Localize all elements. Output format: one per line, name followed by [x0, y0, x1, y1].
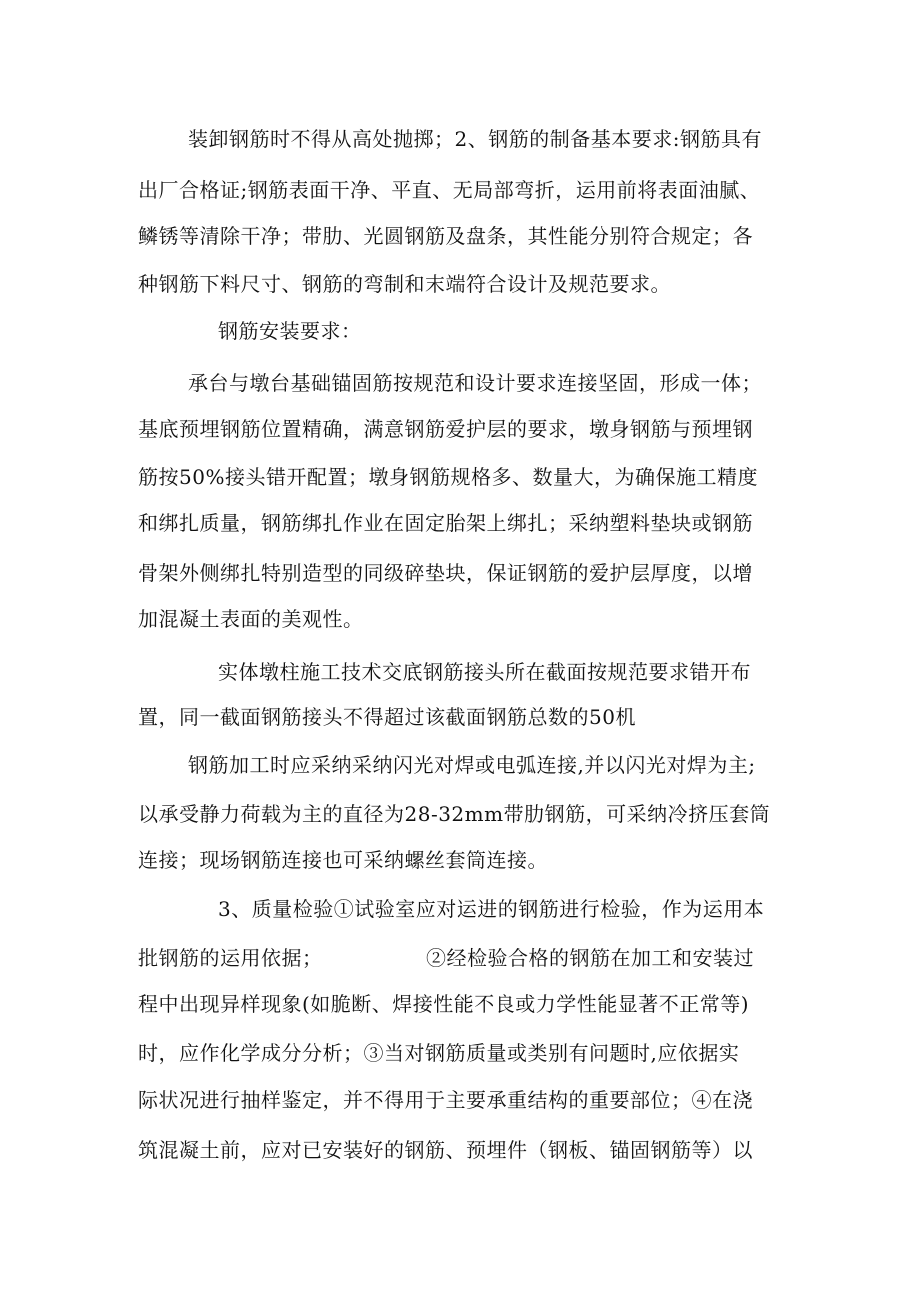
paragraph-1-line-3: 鳞锈等清除干净；带肋、光圆钢筋及盘条，其性能分别符合规定；各: [138, 224, 753, 248]
paragraph-5-line-6: 筑混凝土前，应对已安装好的钢筋、预埋件（钢板、锚固钢筋等）以: [138, 1138, 753, 1162]
paragraph-2-line-2: 基底预埋钢筋位置精确，满意钢筋爱护层的要求，墩身钢筋与预埋钢: [138, 417, 753, 441]
paragraph-2-line-3: 筋按50%接头错开配置；墩身钢筋规格多、数量大，为确保施工精度: [138, 465, 758, 489]
paragraph-3-line-2: 置，同一截面钢筋接头不得超过该截面钢筋总数的50机: [138, 705, 636, 729]
paragraph-1-line-4: 种钢筋下料尺寸、钢筋的弯制和末端符合设计及规范要求。: [138, 272, 671, 296]
paragraph-4-line-1: 钢筋加工时应采纳采纳闪光对焊或电弧连接,并以闪光对焊为主;: [188, 753, 756, 777]
section-heading-install: 钢筋安装要求：: [218, 319, 362, 343]
paragraph-2-line-1: 承台与墩台基础锚固筋按规范和设计要求连接坚固，形成一体；: [188, 371, 762, 395]
paragraph-2-line-6: 加混凝土表面的美观性。: [138, 607, 364, 631]
paragraph-1-line-2: 出厂合格证;钢筋表面干净、平直、无局部弯折，运用前将表面油腻、: [138, 178, 761, 202]
paragraph-2-line-4: 和绑扎质量，钢筋绑扎作业在固定胎架上绑扎；采纳塑料垫块或钢筋: [138, 511, 753, 535]
paragraph-5-line-3: 程中出现异样现象(如脆断、焊接性能不良或力学性能显著不正常等): [138, 992, 750, 1016]
paragraph-5-line-4: 时，应作化学成分分析；③当对钢筋质量或类别有问题时,应依据实: [138, 1041, 740, 1065]
paragraph-5-line-2a: 批钢筋的运用依据；: [138, 946, 323, 970]
paragraph-4-line-3: 连接；现场钢筋连接也可采纳螺丝套筒连接。: [138, 848, 548, 872]
paragraph-5-line-5: 际状况进行抽样鉴定，并不得用于主要承重结构的重要部位；④在浇: [138, 1088, 753, 1112]
paragraph-2-line-5: 骨架外侧绑扎特别造型的同级碎垫块，保证钢筋的爱护层厚度，以增: [138, 561, 753, 585]
paragraph-5-line-1: 3、质量检验①试验室应对运进的钢筋进行检验，作为运用本: [218, 897, 765, 921]
paragraph-5-line-2b: ②经检验合格的钢筋在加工和安装过: [426, 946, 754, 970]
paragraph-3-line-1: 实体墩柱施工技术交底钢筋接头所在截面按规范要求错开布: [218, 660, 751, 684]
paragraph-1-line-1: 装卸钢筋时不得从高处抛掷；2、钢筋的制备基本要求:钢筋具有: [188, 127, 762, 151]
paragraph-4-line-2: 以承受静力荷载为主的直径为28-32mm带肋钢筋，可采纳冷挤压套筒: [138, 802, 771, 826]
